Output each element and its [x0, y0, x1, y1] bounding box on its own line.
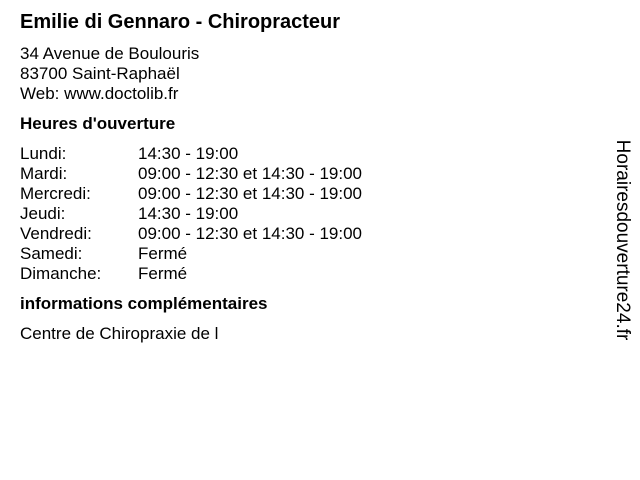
day-label: Jeudi: [20, 204, 66, 223]
website: Web: www.doctolib.fr [20, 84, 179, 103]
hours-row-jeudi [20, 204, 600, 224]
day-label: Samedi: [20, 244, 83, 263]
day-label: Dimanche: [20, 264, 102, 283]
day-hours: 09:00 - 12:30 et 14:30 - 19:00 [138, 164, 363, 183]
additional-info-heading: informations complémentaires [20, 294, 268, 313]
day-hours: 09:00 - 12:30 et 14:30 - 19:00 [138, 224, 363, 243]
day-hours: Fermé [138, 244, 188, 263]
day-hours: 09:00 - 12:30 et 14:30 - 19:00 [138, 184, 363, 203]
site-watermark: Horairesdouverture24.fr [612, 139, 633, 341]
business-card [20, 10, 600, 344]
hours-row-mercredi [20, 184, 600, 204]
day-hours: Fermé [138, 264, 188, 283]
address-block [20, 44, 600, 104]
day-label: Lundi: [20, 144, 67, 163]
business-title: Emilie di Gennaro - Chiropracteur [20, 11, 341, 33]
opening-hours-heading: Heures d'ouverture [20, 114, 176, 133]
address-street: 34 Avenue de Boulouris [20, 44, 200, 63]
additional-info-text: Centre de Chiropraxie de l [20, 324, 219, 343]
hours-row-mardi [20, 164, 600, 184]
hours-row-vendredi [20, 224, 600, 244]
hours-row-lundi [20, 144, 600, 164]
day-label: Mardi: [20, 164, 68, 183]
day-label: Vendredi: [20, 224, 92, 243]
day-hours: 14:30 - 19:00 [138, 204, 239, 223]
opening-hours-table [20, 144, 600, 284]
hours-row-dimanche [20, 264, 600, 284]
day-hours: 14:30 - 19:00 [138, 144, 239, 163]
address-city: 83700 Saint-Raphaël [20, 64, 180, 83]
day-label: Mercredi: [20, 184, 91, 203]
hours-row-samedi [20, 244, 600, 264]
